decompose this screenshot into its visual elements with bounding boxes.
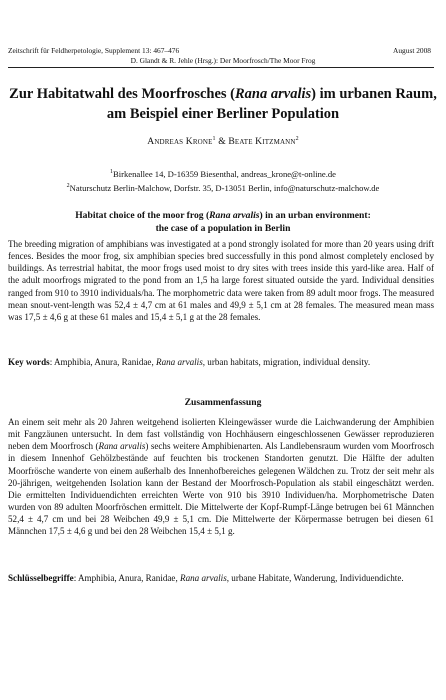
affiliation-2-mark: 2 — [66, 183, 70, 189]
english-keywords-label: Key words — [8, 357, 50, 367]
journal-citation: Zeitschrift für Feldherpetologie, Supplement 13: 467–476 — [8, 46, 180, 55]
paper-title — [6, 84, 440, 124]
english-title-species: Rana arvalis — [209, 210, 260, 221]
english-keywords — [8, 356, 434, 368]
header-rule — [8, 67, 434, 68]
affiliation-2 — [0, 180, 446, 194]
author-2-affiliation-mark: 2 — [295, 136, 299, 142]
german-abstract-end: ) sechs weitere Amphibienarten. Als Landlebensraum wurden vom Moorfrosch in diesem Innenhof Gehölzbestände auf feuchten bis trockenen Standorten genutzt. Die Hälfte der adulten Moorfrösche wanderte von einem außerhalb des Innenhofbereiches gelegenen Wäldchen zu. Trotz der seit mehr als 20-jährigen, weitgehenden Isolation kann der Bestand der Moorfrosch-Population als stabil eingeschätzt werden. Die ermittelten Individuendichten erreichten Werte von 910 bis 3910 Individuen/ha. Morphometrische Daten wurden von 89 adulten Moorfröschen ermittelt. Die Mittelwerte der Kopf-Rumpf-Länge betrugen bei 61 Männchen 52,4 ± 4,7 cm und bei 28 Weibchen 49,9 ± 5,1 cm. Die Mittelwerte der Körpermasse betrugen bei diesen 61 Männchen 17,5 ± 4,6 g und bei den 28 Weibchen 15,4 ± 5,1 g. — [8, 441, 435, 537]
affiliation-2-text: Naturschutz Berlin-Malchow, Dorfstr. 35, D-13051 Berlin, info@naturschutz-malchow.de — [69, 182, 380, 193]
german-keywords-start: : Amphibia, Anura, Ranidae, — [73, 573, 181, 583]
english-keywords-species: Rana arvalis — [156, 357, 203, 367]
affiliation-1-mark: 1 — [110, 169, 114, 175]
publication-date: August 2008 — [393, 46, 431, 55]
german-keywords-end: , urbane Habitate, Wanderung, Individuendichte. — [226, 573, 404, 583]
german-abstract-species: Rana arvalis — [98, 441, 146, 452]
german-abstract — [8, 416, 434, 538]
english-keywords-end: , urban habitats, migration, individual density. — [202, 357, 371, 367]
title-species: Rana arvalis — [235, 86, 312, 102]
english-title-end: ) in an urban environment: — [259, 210, 371, 221]
english-keywords-start: : Amphibia, Anura, Ranidae, — [49, 357, 157, 367]
english-title-line2: the case of a population in Berlin — [155, 223, 291, 234]
author-2: Beate Kitzmann — [228, 136, 296, 148]
german-keywords — [8, 572, 434, 584]
english-title-start: Habitat choice of the moor frog ( — [75, 210, 210, 221]
german-summary-heading: Zusammenfassung — [184, 397, 262, 408]
affiliation-1 — [0, 166, 446, 180]
title-text-end: ) im urbanen Raum, am Beispiel einer Berliner Population — [106, 86, 437, 122]
author-1: Andreas Krone — [147, 136, 213, 148]
english-abstract: The breeding migration of amphibians was investigated at a pond strongly isolated for more than 20 years using drift fences. Besides the moor frog, six amphibian species bred successfully in this pond almost completely enclosed by buildings. As terrestrial habitat, the moor frogs used moist to dry sites with trees inside this yard-like area. Half of the adult moorfrogs migrated to the pond from an 1,5 ha large forest situated outside the yard. Individual densities ranged from 910 to 3910 individuals/ha. The morphometric data were taken from 89 adult moor frogs. The measured mean snout-vent-length was 52,4 ± 4,7 cm at 61 males and 49,9 ± 5,1 cm at 28 females. The measured mean mass was 17,5 ± 4,6 g at these 61 males and 15,4 ± 5,1 g at the 28 females. — [8, 239, 434, 322]
german-abstract-start: An einem seit mehr als 20 Jahren weitgehend isolierten Kleingewässer wurde die Laichwanderung der Amphibien mit Fangzäunen untersucht. In dem fast vollständig von Hochhäusern eingeschlossenen Gewässer reproduzieren neben dem Moorfrosch ( — [8, 417, 434, 452]
author-list — [0, 136, 446, 147]
title-text-start: Zur Habitatwahl des Moorfrosches ( — [9, 86, 235, 102]
author-1-affiliation-mark: 1 — [212, 136, 216, 142]
english-title — [0, 209, 446, 235]
german-keywords-label: Schlüsselbegriffe — [8, 573, 74, 583]
running-header: D. Glandt & R. Jehle (Hrsg.): Der Moorfrosch/The Moor Frog — [130, 56, 316, 65]
author-separator: & — [215, 136, 229, 148]
affiliation-1-text: Birkenallee 14, D-16359 Biesenthal, andreas_krone@t-online.de — [113, 168, 336, 179]
german-keywords-species: Rana arvalis — [180, 573, 227, 583]
